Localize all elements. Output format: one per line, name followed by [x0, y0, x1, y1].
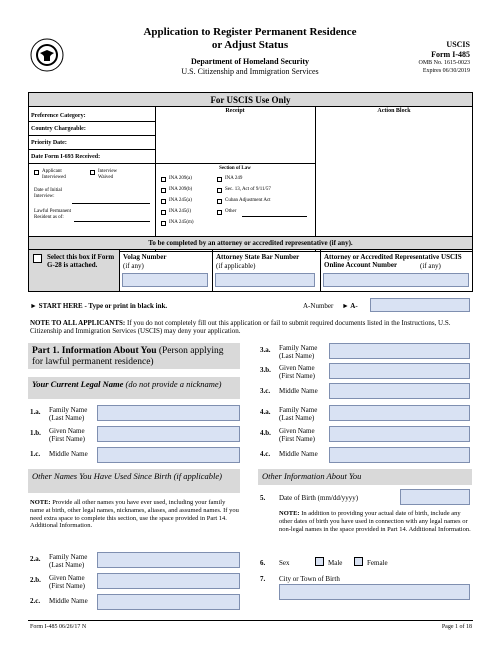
note-to-all-applicants: NOTE TO ALL APPLICANTS: If you do not completely fill out this application or fail to submit required documents listed in the Instructions, U.S. Citizenship and Immigration Services (USCIS) may deny your application.	[30, 319, 451, 336]
other-info-header: Other Information About You	[258, 469, 472, 485]
item-6-num: 6.	[260, 559, 266, 567]
form-number: Form I-485	[431, 50, 470, 59]
omb-number: OMB No. 1615-0023	[418, 60, 470, 66]
item-4b-input[interactable]	[329, 426, 470, 442]
item-1b-label: Given Name (First Name)	[49, 427, 85, 444]
city-of-birth-label: City or Town of Birth	[279, 575, 340, 583]
sec13-checkbox[interactable]	[217, 188, 222, 193]
online-account-label: Attorney or Accredited Representative USCIS Online Account Number	[324, 253, 462, 270]
footer-form-id: Form I-485 06/26/17 N	[30, 624, 87, 630]
other-law-checkbox[interactable]	[217, 210, 222, 215]
item-2b-label: Given Name (First Name)	[49, 574, 85, 591]
ina-245a-label: INA 245(a)	[169, 198, 192, 203]
item-4a-num: 4.a.	[260, 408, 271, 416]
cuban-adjustment-checkbox[interactable]	[217, 199, 222, 204]
item-4b-num: 4.b.	[260, 429, 271, 437]
ina-245a-checkbox[interactable]	[161, 199, 166, 204]
ina-249-label: INA 249	[225, 176, 243, 181]
priority-date-label: Priority Date:	[31, 140, 67, 146]
item-3b-input[interactable]	[329, 363, 470, 379]
family-name-input[interactable]	[97, 405, 240, 421]
item-7-num: 7.	[260, 575, 266, 583]
receipt-label: Receipt	[225, 108, 245, 114]
a-number-prefix: ► A-	[342, 302, 358, 310]
department-name: Department of Homeland Security	[191, 57, 309, 66]
form-title-line1: Application to Register Permanent Residence	[143, 26, 357, 38]
item-4c-num: 4.c.	[260, 450, 271, 458]
item-1a-num: 1.a.	[30, 408, 41, 416]
item-1c-num: 1.c.	[30, 450, 41, 458]
volag-sublabel: (if any)	[123, 262, 144, 270]
middle-name-input[interactable]	[97, 447, 240, 463]
applicant-interviewed-label: Applicant Interviewed	[42, 169, 66, 180]
item-1c-label: Middle Name	[49, 450, 88, 458]
state-bar-sublabel: (if applicable)	[216, 262, 256, 270]
part1-header	[28, 343, 240, 369]
item-3b-label: Given Name (First Name)	[279, 364, 315, 381]
item-5-num: 5.	[260, 494, 266, 502]
ina-249-checkbox[interactable]	[217, 177, 222, 182]
item-3a-label: Family Name (Last Name)	[279, 344, 318, 361]
date-initial-interview-label: Date of Initial Interview:	[34, 188, 63, 199]
legal-name-header: Your Current Legal Name (do not provide a nickname)	[28, 377, 240, 399]
start-here-text: ► START HERE - Type or print in black ink.	[30, 302, 168, 310]
other-names-note: NOTE: Provide all other names you have ever used, including your family name at birth, other legal names, nicknames, aliases, and assumed names. If you need extra space to complete this section, use the space provided in Part 14. Additional Information.	[30, 499, 239, 530]
volag-label: Volag Number	[123, 253, 167, 261]
uscis-label: USCIS	[446, 40, 470, 49]
action-block-label: Action Block	[377, 108, 411, 114]
expiration-date: Expires 06/30/2019	[422, 68, 470, 74]
a-number-input[interactable]	[370, 298, 470, 312]
volag-number-input[interactable]	[122, 273, 208, 287]
online-account-sublabel: (if any)	[420, 262, 441, 270]
item-4c-input[interactable]	[329, 447, 470, 463]
dhs-seal-icon	[30, 38, 64, 72]
section-of-law-label: Section of Law	[219, 166, 251, 171]
applicant-interviewed-checkbox[interactable]	[34, 170, 39, 175]
sex-female-checkbox[interactable]	[354, 557, 363, 566]
item-3c-num: 3.c.	[260, 387, 271, 395]
ina-245i-checkbox[interactable]	[161, 210, 166, 215]
dob-input[interactable]	[400, 489, 470, 505]
cuban-adjustment-label: Cuban Adjustment Act	[225, 198, 271, 203]
item-3c-label: Middle Name	[279, 387, 318, 395]
other-family-name-input[interactable]	[97, 552, 240, 568]
sec13-label: Sec. 13, Act of 9/11/57	[225, 187, 271, 192]
item-3a-num: 3.a.	[260, 346, 271, 354]
item-1b-num: 1.b.	[30, 429, 41, 437]
item-2c-label: Middle Name	[49, 597, 88, 605]
item-3b-num: 3.b.	[260, 366, 271, 374]
lawful-permanent-resident-label: Lawful Permanent Resident as of:	[34, 209, 72, 220]
agency-name: U.S. Citizenship and Immigration Services	[181, 67, 319, 76]
sex-male-label: Male	[328, 559, 343, 567]
date-i693-received-label: Date Form I-693 Received:	[31, 154, 101, 160]
a-number-label: A-Number	[303, 302, 334, 310]
item-2c-num: 2.c.	[30, 597, 41, 605]
other-law-label: Other	[225, 209, 237, 214]
footer-page-number: Page 1 of 18	[441, 624, 472, 630]
given-name-input[interactable]	[97, 426, 240, 442]
uscis-use-only-title: For USCIS Use Only	[29, 93, 472, 107]
ina-209b-checkbox[interactable]	[161, 188, 166, 193]
ina-245m-checkbox[interactable]	[161, 221, 166, 226]
ina-209a-label: INA 209(a)	[169, 176, 192, 181]
ina-245m-label: INA 245(m)	[169, 220, 194, 225]
g28-label: Select this box if Form G-28 is attached.	[47, 253, 115, 270]
state-bar-label: Attorney State Bar Number	[216, 253, 300, 261]
ina-209b-label: INA 209(b)	[169, 187, 193, 192]
other-names-header: Other Names You Have Used Since Birth (if applicable)	[28, 469, 240, 493]
dob-note: NOTE: In addition to providing your actual date of birth, include any other dates of birth you have used in connection with any legal names or non-legal names in the space provided in Part 14. Additional Information.	[279, 510, 471, 533]
item-3c-input[interactable]	[329, 383, 470, 399]
g28-checkbox[interactable]	[33, 254, 42, 263]
item-3a-input[interactable]	[329, 343, 470, 359]
sex-male-checkbox[interactable]	[315, 557, 324, 566]
item-4a-input[interactable]	[329, 405, 470, 421]
other-given-name-input[interactable]	[97, 573, 240, 589]
preference-category-label: Preference Category:	[31, 113, 86, 119]
state-bar-input[interactable]	[215, 273, 315, 287]
item-2a-label: Family Name (Last Name)	[49, 553, 88, 570]
item-4a-label: Family Name (Last Name)	[279, 406, 318, 423]
item-1a-label: Family Name (Last Name)	[49, 406, 88, 423]
online-account-input[interactable]	[323, 273, 469, 287]
interview-waived-checkbox[interactable]	[90, 170, 95, 175]
sex-female-label: Female	[367, 559, 388, 567]
item-4b-label: Given Name (First Name)	[279, 427, 315, 444]
part1-title: Part 1. Information About You	[32, 346, 157, 356]
ina-245i-label: INA 245(i)	[169, 209, 192, 214]
item-4c-label: Middle Name	[279, 450, 318, 458]
form-title-line2: or Adjust Status	[211, 39, 289, 51]
other-middle-name-input[interactable]	[97, 594, 240, 610]
city-of-birth-input[interactable]	[279, 584, 470, 600]
sex-label: Sex	[279, 559, 290, 567]
part1-subtitle: (Person applying for lawful permanent residence)	[32, 346, 224, 367]
country-chargeable-label: Country Chargeable:	[31, 126, 86, 132]
item-2a-num: 2.a.	[30, 555, 41, 563]
item-2b-num: 2.b.	[30, 576, 41, 584]
interview-waived-label: Interview Waived	[98, 169, 118, 180]
ina-209a-checkbox[interactable]	[161, 177, 166, 182]
attorney-box-title: To be completed by an attorney or accredited representative (if any).	[29, 237, 472, 250]
dob-label: Date of Birth (mm/dd/yyyy)	[279, 494, 359, 502]
